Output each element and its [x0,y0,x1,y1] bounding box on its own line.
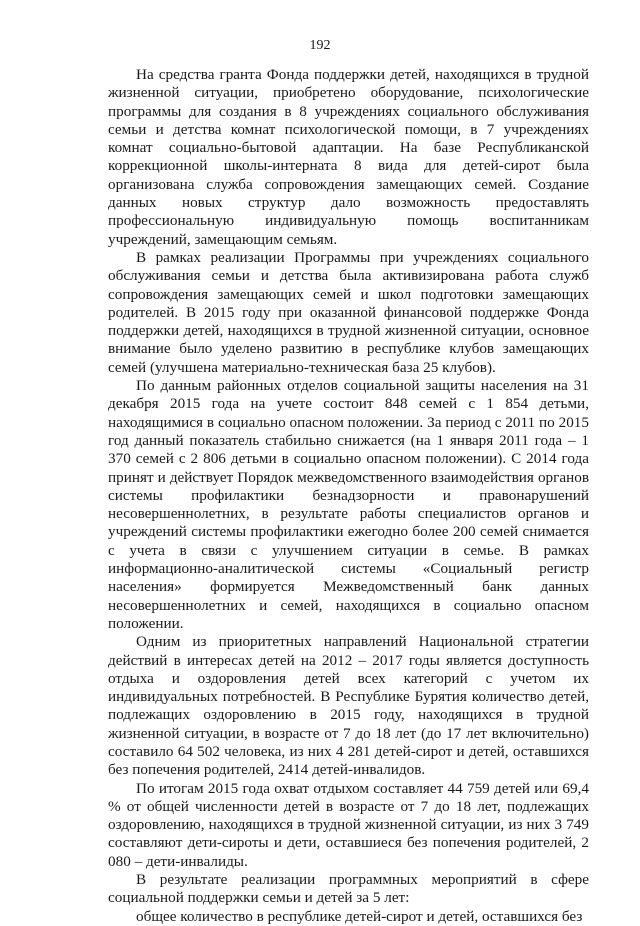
paragraph-national-strategy: Одним из приоритетных направлений Национальной стратегии действий в интересах детей на 2012 – 2017 годы является доступность отдыха и оздоровления детей всех категорий с учетом их индивидуальных потребностей. В Республике Бурятия количество детей, подлежащих оздоровлению в 2015 году, находящихся в трудной жизненной ситуации, в возрасте от 7 до 18 лет (до 17 лет включительно) составило 64 502 человека, из них 4 281 детей-сирот и детей, оставшихся без попечения родителей, 2414 детей-инвалидов. [108,633,589,779]
paragraph-program-foster-families: В рамках реализации Программы при учреждениях социального обслуживания семьи и детства была активизирована работа служб сопровождения замещающих семей и школ подготовки замещающих родителей. В 2015 году при оказанной финансовой поддержке Фонда поддержки детей, находящихся в трудной жизненной ситуации, основное внимание было уделено развитию в республике клубов замещающих семей (улучшена материально-техническая база 25 клубов). [108,248,589,376]
paragraph-families-at-risk: По данным районных отделов социальной защиты населения на 31 декабря 2015 года на учете состоит 848 семей с 1 854 детьми, находящимися в социально опасном положении. За период с 2011 по 2015 год данный показатель стабильно снижается (на 1 января 2011 года – 1 370 семей с 2 806 детьми в социально опасном положении). С 2014 года принят и действует Порядок межведомственного взаимодействия органов системы профилактики безнадзорности и правонарушений несовершеннолетних, в результате работы специалистов органов и учреждений системы профилактики ежегодно более 200 семей снимается с учета в связи с улучшением ситуации в семье. В рамках информационно-аналитической системы «Социальный регистр населения» формируется Межведомственный банк данных несовершеннолетних и семей, находящихся в социально опасном положении. [108,377,589,632]
paragraph-orphans-count: общее количество в республике детей-сирот и детей, оставшихся без [136,907,583,925]
paragraph-grant-equipment: На средства гранта Фонда поддержки детей, находящихся в трудной жизненной ситуации, приобретено оборудование, психологические программы для создания в 8 учреждениях социального обслуживания семьи и детства комнат психологической помощи, в 7 учреждениях комнат социально-бытовой адаптации. На базе Республиканской коррекционной школы-интерната 8 вида для детей-сирот была организована служба сопровождения замещающих семей. Создание данных новых структур дало возможность предоставлять профессиональную индивидуальную помощь воспитанникам учреждений, замещающим семьям. [108,66,589,248]
paragraph-recreation-results: По итогам 2015 года охват отдыхом составляет 44 759 детей или 69,4 % от общей численности детей в возрасте от 7 до 18 лет, подлежащих оздоровлению, находящихся в трудной жизненной ситуации, из них 3 749 составляют дети-сироты и дети, оставшиеся без попечения родителей, 2 080 – дети-инвалиды. [108,779,589,870]
document-body [108,66,589,926]
page-number: 192 [309,38,331,53]
paragraph-program-results-intro: В результате реализации программных мероприятий в сфере социальной поддержки семьи и детей за 5 лет: [108,871,589,907]
